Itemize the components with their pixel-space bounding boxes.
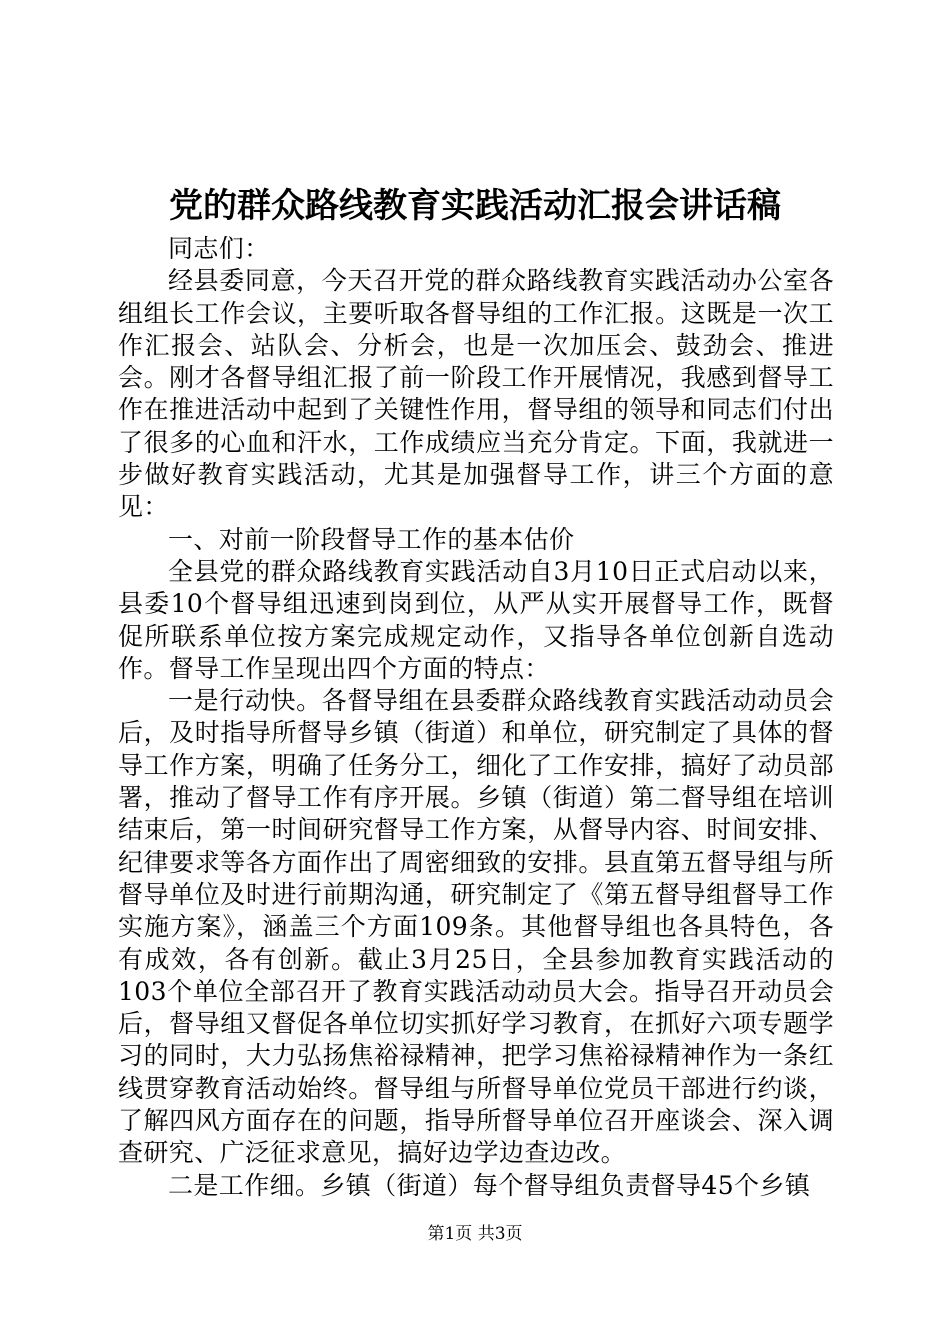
section-heading: 一、对前一阶段督导工作的基本估价 xyxy=(168,524,575,554)
page-number-footer: 第1页 共3页 xyxy=(427,1224,523,1244)
document-title: 党的群众路线教育实践活动汇报会讲话稿 xyxy=(169,186,781,226)
paragraph-intro: 经县委同意，今天召开党的群众路线教育实践活动办公室各组组长工作会议，主要听取各督导组的工作汇报。这既是一次工作汇报会、站队会、分析会，也是一次加压会、鼓劲会、推进会。刚才各督导组汇报了前一阶段工作开展情况，我感到督导工作在推进活动中起到了关键性作用，督导组的领导和同志们付出了很多的心血和汗水，工作成绩应当充分肯定。下面，我就进一步做好教育实践活动，尤其是加强督导工作，讲三个方面的意见： xyxy=(118,266,834,522)
salutation: 同志们： xyxy=(168,234,270,263)
paragraph-point-two: 二是工作细。乡镇（街道）每个督导组负责督导45个乡镇 xyxy=(168,1170,811,1200)
paragraph-point-one: 一是行动快。各督导组在县委群众路线教育实践活动动员会后，及时指导所督导乡镇（街道）和单位，研究制定了具体的督导工作方案，明确了任务分工，细化了工作安排，搞好了动员部署，推动了督导工作有序开展。乡镇（街道）第二督导组在培训结束后，第一时间研究督导工作方案，从督导内容、时间安排、纪律要求等各方面作出了周密细致的安排。县直第五督导组与所督导单位及时进行前期沟通，研究制定了《第五督导组督导工作实施方案》，涵盖三个方面109条。其他督导组也各具特色，各有成效，各有创新。截止3月25日，全县参加教育实践活动的103个单位全部召开了教育实践活动动员大会。指导召开动员会后，督导组又督促各单位切实抓好学习教育，在抓好六项专题学习的同时，大力弘扬焦裕禄精神，把学习焦裕禄精神作为一条红线贯穿教育活动始终。督导组与所督导单位党员干部进行约谈，了解四风方面存在的问题，指导所督导单位召开座谈会、深入调查研究、广泛征求意见，搞好边学边查边改。 xyxy=(118,686,834,1168)
paragraph-overview: 全县党的群众路线教育实践活动自3月10日正式启动以来，县委10个督导组迅速到岗到位，从严从实开展督导工作，既督促所联系单位按方案完成规定动作，又指导各单位创新自选动作。督导工作呈现出四个方面的特点： xyxy=(118,556,834,683)
document-body xyxy=(118,233,834,1202)
